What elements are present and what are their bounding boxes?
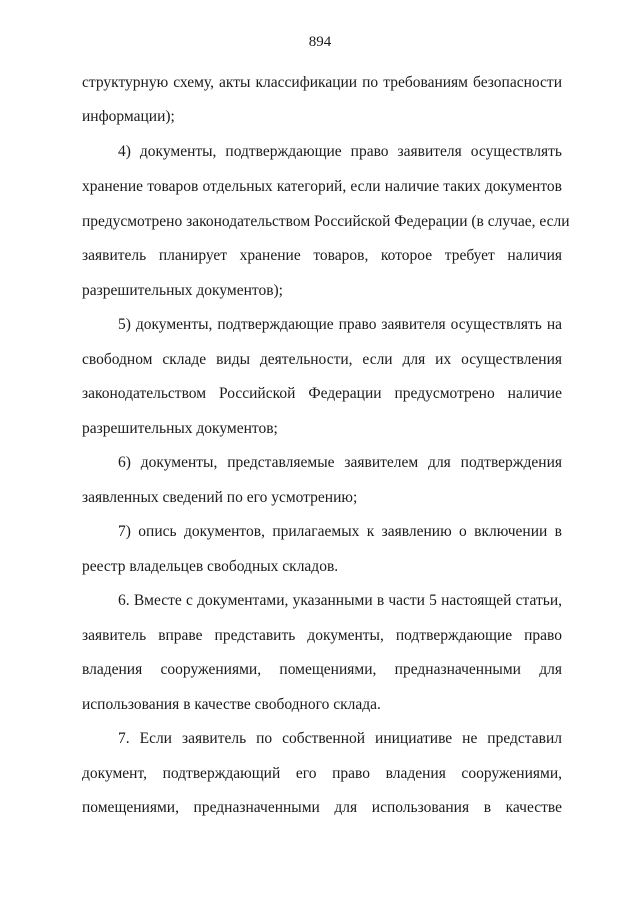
text-line: помещениями, предназначенными для использования в качестве <box>82 799 562 816</box>
text-line: структурную схему, акты классификации по требованиям безопасности <box>82 74 562 91</box>
text-line: разрешительных документов); <box>82 282 283 299</box>
text-line: заявленных сведений по его усмотрению; <box>82 489 358 506</box>
text-line: 7. Если заявитель по собственной инициативе не представил <box>118 730 562 747</box>
text-line: разрешительных документов; <box>82 420 278 437</box>
text-line: реестр владельцев свободных складов. <box>82 558 339 575</box>
text-line: 5) документы, подтверждающие право заявителя осуществлять на <box>118 316 562 333</box>
text-line: 7) опись документов, прилагаемых к заявлению о включении в <box>118 523 562 540</box>
text-line: владения сооружениями, помещениями, предназначенными для <box>82 661 562 678</box>
text-line: 6) документы, представляемые заявителем для подтверждения <box>118 454 562 471</box>
page-number: 894 <box>308 34 332 50</box>
text-line: 6. Вместе с документами, указанными в части 5 настоящей статьи, <box>118 592 562 609</box>
text-line: документ, подтверждающий его право владения сооружениями, <box>82 765 562 782</box>
text-line: хранение товаров отдельных категорий, если наличие таких документов <box>82 178 562 195</box>
text-line: использования в качестве свободного склада. <box>82 696 381 713</box>
text-line: заявитель вправе представить документы, подтверждающие право <box>82 627 562 644</box>
text-line: законодательством Российской Федерации предусмотрено наличие <box>82 385 562 402</box>
text-line: 4) документы, подтверждающие право заявителя осуществлять <box>118 143 562 160</box>
text-line: свободном складе виды деятельности, если для их осуществления <box>82 351 562 368</box>
text-line: предусмотрено законодательством Российской Федерации (в случае, если <box>82 213 570 230</box>
text-line: заявитель планирует хранение товаров, которое требует наличия <box>82 247 562 264</box>
text-line: информации); <box>82 108 175 125</box>
